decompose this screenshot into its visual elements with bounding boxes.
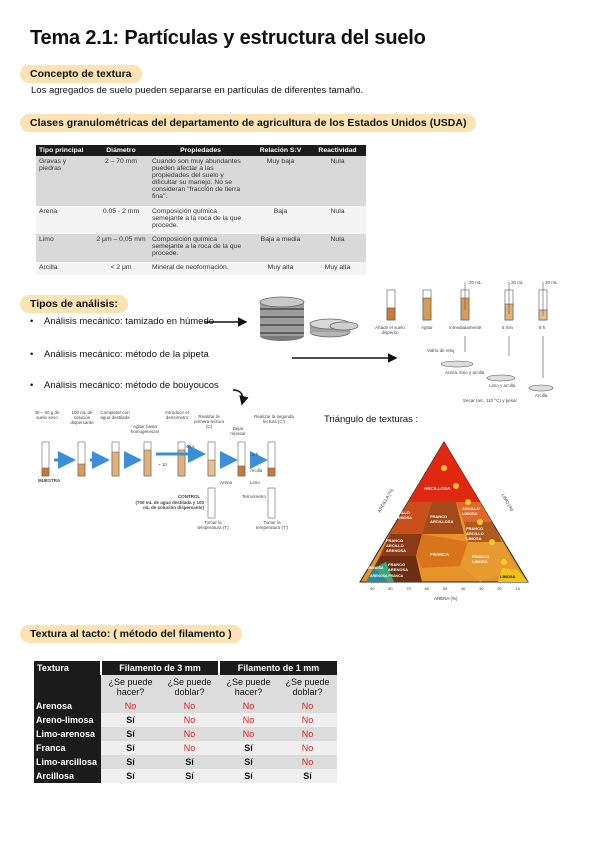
tick-label: 20 xyxy=(497,586,502,591)
pipette-dish-label: Vidrio de reloj xyxy=(427,348,455,353)
bouyoucos-step-label: Realizar la segunda lectura (C') xyxy=(254,414,294,424)
triangle-class-label: FRANCO ARCILLO LIMOSA xyxy=(466,526,484,541)
filament-row-name: Arenosa xyxy=(34,699,101,713)
section-heading-analisis: Tipos de análisis: xyxy=(20,295,128,313)
triangle-class-label: ARCILLO ARENOSA xyxy=(392,510,413,520)
section-heading-usda: Clases granulométricas del departamento de agricultura de los Estados Unidos (USDA) xyxy=(20,114,476,132)
usda-cell-reactividad: Muy alta xyxy=(309,262,366,275)
filament-row-name: Limo-arenosa xyxy=(34,727,101,741)
filament-cell: No xyxy=(219,727,278,741)
filament-cell: No xyxy=(278,741,337,755)
bouyoucos-temp-label: Tomar la temperatura (T) xyxy=(197,520,229,530)
filament-header-row xyxy=(34,661,337,675)
usda-cell-tipo: Arcilla xyxy=(36,262,93,275)
tick-label: 40 xyxy=(460,586,466,591)
triangle-title: Triángulo de texturas : xyxy=(324,414,419,425)
pipette-volume-label: 20 mL xyxy=(511,280,524,285)
bouyoucos-time-label: 2 h xyxy=(252,452,259,457)
usda-cell-reactividad: Nula xyxy=(309,206,366,234)
tick-label: 80 xyxy=(388,586,393,591)
filament-row xyxy=(34,741,337,755)
triangle-class-label: FRANCO ARCILLOSA xyxy=(430,514,454,524)
usda-cell-tipo: Limo xyxy=(36,234,93,262)
tick-label: 70 xyxy=(406,586,411,591)
bouyoucos-step-label: Dejar reposar xyxy=(230,426,246,436)
usda-cell-diametro: 2 μm – 0,05 mm xyxy=(93,234,149,262)
triangle-class-label: ARENOSA FRANCA xyxy=(370,574,404,578)
filament-question: ¿Se puede hacer? xyxy=(219,675,278,699)
pipette-dish-label: Limo y arcilla xyxy=(489,383,516,388)
usda-cell-diametro: 0.05 - 2 mm xyxy=(93,206,149,234)
triangle-ticks xyxy=(370,586,520,591)
filament-cell: Sí xyxy=(160,769,219,783)
analysis-item-label: Análisis mecánico: método de la pipeta xyxy=(44,349,209,360)
usda-cell-relacion: Muy alta xyxy=(252,262,309,275)
filament-row xyxy=(34,713,337,727)
usda-cell-diametro: 2 – 70 mm xyxy=(93,156,149,206)
analysis-item-label: Análisis mecánico: tamizado en húmedo xyxy=(44,316,215,327)
sieve-stack-icon xyxy=(260,297,304,341)
pipette-dry-label: Secar (a/c. 110 °C) y pesar xyxy=(463,398,517,403)
usda-cell-propiedades: Mineral de neoformación. xyxy=(149,262,252,275)
triangle-class-label: FRANCO ARCILLO ARENOSA xyxy=(386,538,407,553)
tick-label: 10 xyxy=(515,586,520,591)
bouyoucos-time-label: 40 s xyxy=(186,444,195,449)
triangle-axis-label: LIMO (%) xyxy=(500,492,515,513)
bouyoucos-diagram xyxy=(28,408,308,536)
tick-label: 30 xyxy=(479,586,484,591)
pipette-step-label: 8 h xyxy=(539,325,546,330)
filament-group-3mm: Filamento de 3 mm xyxy=(101,661,219,675)
usda-cell-diametro: < 2 μm xyxy=(93,262,149,275)
filament-table xyxy=(34,661,337,783)
section-heading-tacto: Textura al tacto: ( método del filamento ) xyxy=(20,625,242,643)
bouyoucos-step-label: 40 – 50 g de suelo seco xyxy=(34,410,60,420)
triangle-class-label: ARENOSA xyxy=(366,566,384,570)
page-title: Tema 2.1: Partículas y estructura del suelo xyxy=(30,27,426,49)
bouyoucos-control-desc: (700 mL de agua destilada y 100 mL de solución dispersante) xyxy=(135,500,204,510)
pipette-method-diagram xyxy=(365,280,560,403)
bouyoucos-step-label: 100 mL de solución dispersante xyxy=(70,410,94,425)
filament-row-name: Arcillosa xyxy=(34,769,101,783)
pipette-volume-label: 20 mL xyxy=(469,280,482,285)
filament-cell: No xyxy=(278,727,337,741)
filament-cell: No xyxy=(219,713,278,727)
bouyoucos-step-label: Introducir el densímetro xyxy=(165,410,189,420)
filament-row-name: Limo-arcillosa xyxy=(34,755,101,769)
filament-cell: No xyxy=(101,699,160,713)
filament-cell: Sí xyxy=(101,769,160,783)
triangle-class-label: FRANCO LIMOSA xyxy=(472,554,490,564)
bouyoucos-sample-label: MUESTRA xyxy=(38,478,61,483)
usda-cell-relacion: Baja xyxy=(252,206,309,234)
bouyoucos-temp-label: Tomar la temperatura (T') xyxy=(255,520,289,530)
filament-cell: No xyxy=(160,699,219,713)
pipette-dish-label: Arena, limo y arcilla xyxy=(445,370,485,375)
tick-label: 50 xyxy=(442,586,448,591)
bouyoucos-count-label: ~ 10 xyxy=(158,462,167,467)
analysis-item-label: Análisis mecánico: método de bouyoucos xyxy=(44,380,219,391)
filament-row xyxy=(34,699,337,713)
filament-cell: No xyxy=(278,755,337,769)
filament-row xyxy=(34,755,337,769)
bouyoucos-thermometer-label: Termómetro xyxy=(242,494,267,499)
arrow-to-bouyoucos xyxy=(233,390,243,404)
usda-cell-relacion: Muy baja xyxy=(252,156,309,206)
tick-label: 90 xyxy=(370,586,375,591)
filament-cell: No xyxy=(160,713,219,727)
filament-cell: Sí xyxy=(101,713,160,727)
usda-col-tipo: Tipo principal xyxy=(36,145,93,156)
filament-cell: Sí xyxy=(101,741,160,755)
triangle-class-label: ARCILLO LIMOSA xyxy=(462,506,480,516)
usda-cell-reactividad: Nula xyxy=(309,156,366,206)
triangle-class-label: FRANCA xyxy=(430,552,449,557)
filament-row xyxy=(34,727,337,741)
filament-question: ¿Se puede doblar? xyxy=(278,675,337,699)
usda-cell-tipo: Gravas y piedras xyxy=(36,156,93,206)
bouyoucos-layer-label: Limo xyxy=(250,480,260,485)
section-heading-textura: Concepto de textura xyxy=(20,65,142,83)
bouyoucos-layer-label: Arena xyxy=(220,480,233,485)
usda-col-propiedades: Propiedades xyxy=(149,145,252,156)
filament-cell: Sí xyxy=(160,755,219,769)
pipette-step-label: Añadir el suelo disperso xyxy=(375,325,405,335)
filament-empty-cell xyxy=(34,675,101,699)
sieve-pan-icon xyxy=(310,319,358,337)
usda-col-relacion: Relación S:V xyxy=(252,145,309,156)
region-arcillosa xyxy=(408,442,480,502)
pipette-step-label: Agitar xyxy=(421,325,433,330)
filament-cell: No xyxy=(278,699,337,713)
bullet-icon: • xyxy=(30,316,34,327)
filament-question: ¿Se puede doblar? xyxy=(160,675,219,699)
bullet-icon: • xyxy=(30,349,34,360)
usda-cell-propiedades: Composición química semejante a la roca de la que procede. xyxy=(149,234,252,262)
pipette-volume-label: 20 mL xyxy=(545,280,558,285)
filament-cell: Sí xyxy=(278,769,337,783)
usda-cell-propiedades: Cuando son muy abundantes pueden afectar a las propiedades del suelo y dificultar su manejo. No se consideran "fracción de tierra fina". xyxy=(149,156,252,206)
bullet-icon: • xyxy=(30,380,34,391)
usda-col-diametro: Diámetro xyxy=(93,145,149,156)
triangle-axis-label: ARENA (%) xyxy=(434,596,458,601)
triangle-class-label: ARCILLOSA xyxy=(424,486,451,491)
triangle-axis-label: ARCILLA (%) xyxy=(376,487,395,514)
filament-question: ¿Se puede hacer? xyxy=(101,675,160,699)
bouyoucos-control-label: CONTROL xyxy=(178,494,201,499)
filament-row xyxy=(34,769,337,783)
filament-col-textura: Textura xyxy=(34,661,101,675)
filament-cell: Sí xyxy=(219,769,278,783)
usda-cell-tipo: Arena xyxy=(36,206,93,234)
bouyoucos-layer-label: Arcilla xyxy=(250,468,263,473)
filament-question-row xyxy=(34,675,337,699)
filament-row-name: Areno-limosa xyxy=(34,713,101,727)
triangle-class-label: LIMOSA xyxy=(500,574,516,579)
texture-triangle xyxy=(352,438,536,604)
filament-cell: Sí xyxy=(219,741,278,755)
tick-label: 60 xyxy=(424,586,430,591)
filament-cell: Sí xyxy=(101,755,160,769)
bouyoucos-step-label: Realizar la primera lectura (C) xyxy=(193,414,224,429)
bouyoucos-step-label: Completar con agua destilada xyxy=(100,410,130,420)
filament-row-name: Franca xyxy=(34,741,101,755)
bouyoucos-step-label: Agitar hasta homogeneizar xyxy=(130,424,160,434)
filament-cell: Sí xyxy=(219,755,278,769)
usda-cell-relacion: Baja a media xyxy=(252,234,309,262)
pipette-step-label: 5 min xyxy=(502,325,514,330)
filament-cell: No xyxy=(278,713,337,727)
filament-cell: No xyxy=(160,727,219,741)
filament-cell: No xyxy=(160,741,219,755)
filament-cell: Sí xyxy=(101,727,160,741)
pipette-dish-label: Arcilla xyxy=(535,393,548,398)
usda-col-reactividad: Reactividad xyxy=(309,145,366,156)
usda-cell-propiedades: Composición química semejante a la roca de la que procede. xyxy=(149,206,252,234)
usda-cell-reactividad: Nula xyxy=(309,234,366,262)
triangle-class-label: FRANCO ARENOSA xyxy=(388,562,409,572)
texture-paragraph: Los agregados de suelo pueden separarse en partículas de diferentes tamaño. xyxy=(31,85,364,96)
filament-group-1mm: Filamento de 1 mm xyxy=(219,661,337,675)
filament-cell: No xyxy=(219,699,278,713)
sieves-illustration xyxy=(252,292,360,344)
pipette-step-label: Inmediatamente xyxy=(449,325,482,330)
